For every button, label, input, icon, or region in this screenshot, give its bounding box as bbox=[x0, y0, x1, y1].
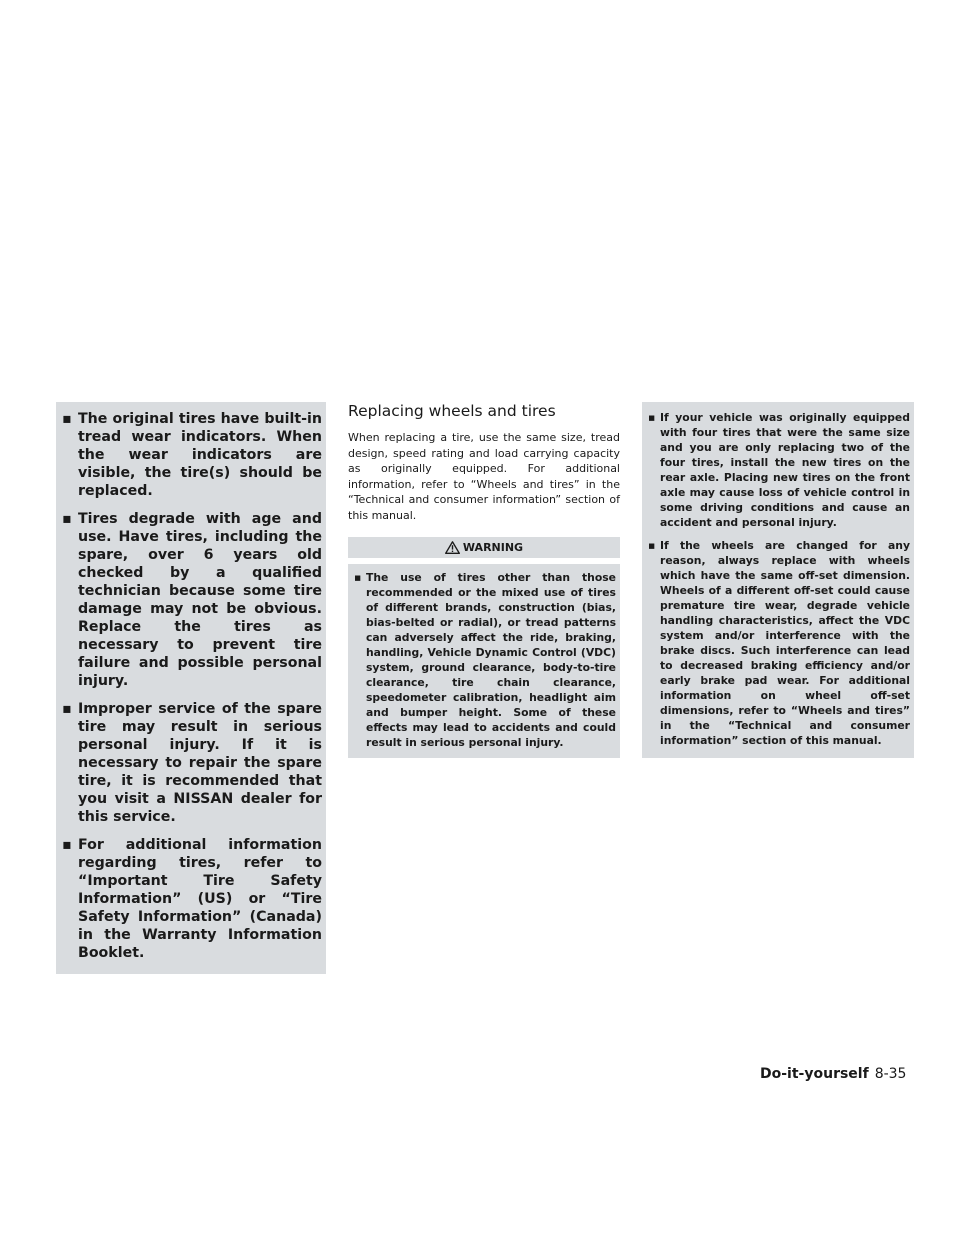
list-item: ▪ The original tires have built-in tread wear indicators. When the wear indicators are visible, the tire(s) should be replaced. bbox=[62, 410, 322, 500]
page-number: 8-35 bbox=[874, 1066, 907, 1082]
footer-section-title: Do-it-yourself bbox=[760, 1066, 869, 1082]
list-item: ▪ Improper service of the spare tire may result in serious personal injury. If it is necessary to repair the spare tire, it is recommended that you visit a NISSAN dealer for this service. bbox=[62, 700, 322, 826]
intro-paragraph: When replacing a tire, use the same size, tread design, speed rating and load carrying capacity as originally equipped. For additional information, refer to “Wheels and tires” in the “Technical and consumer information” section of this manual. bbox=[348, 431, 620, 522]
list-item: ▪ If your vehicle was originally equipped with four tires that were the same size and you are only replacing two of the four tires, install the new tires on the rear axle. Placing new tires on the front axle may cause loss of vehicle control in some driving conditions and cause an accident and personal injury. bbox=[648, 410, 910, 530]
left-warning-box bbox=[56, 402, 326, 974]
list-item: ▪ For additional information regarding tires, refer to “Important Tire Safety Information” (US) or “Tire Safety Information” (Canada) in the Warranty Information Booklet. bbox=[62, 836, 322, 962]
middle-column bbox=[348, 402, 620, 758]
right-bullet-list bbox=[648, 410, 910, 748]
warning-triangle-icon bbox=[445, 541, 460, 554]
page-footer bbox=[760, 1066, 906, 1082]
list-item: ▪ The use of tires other than those recommended or the mixed use of tires of different brands, construction (bias, bias-belted or radial), or tread patterns can adversely affect the ride, braking, handling, Vehicle Dynamic Control (VDC) system, ground clearance, body-to-tire clearance, tire chain clearance, speedometer calibration, headlight aim and bumper height. Some of these effects may lead to accidents and could result in serious personal injury. bbox=[354, 570, 616, 750]
warning-label: WARNING bbox=[462, 541, 524, 554]
middle-warning-box bbox=[348, 564, 620, 758]
warning-header bbox=[348, 537, 620, 558]
list-item: ▪ If the wheels are changed for any reason, always replace with wheels which have the same off-set dimension. Wheels of a different off-set could cause premature tire wear, degrade vehicle handling characteristics, affect the VDC system and/or interference with the brake discs. Such interference can lead to decreased braking efficiency and/or early brake pad wear. For additional information on wheel off-set dimensions, refer to “Wheels and tires” in the “Technical and consumer information” section of this manual. bbox=[648, 538, 910, 748]
warning-bullet-list bbox=[354, 570, 616, 750]
list-item: ▪ Tires degrade with age and use. Have tires, including the spare, over 6 years old checked by a qualified technician because some tire damage may not be obvious. Replace the tires as necessary to prevent tire failure and possible personal injury. bbox=[62, 510, 322, 690]
left-bullet-list bbox=[62, 410, 322, 962]
section-heading: Replacing wheels and tires bbox=[348, 402, 556, 420]
right-warning-box bbox=[642, 402, 914, 758]
